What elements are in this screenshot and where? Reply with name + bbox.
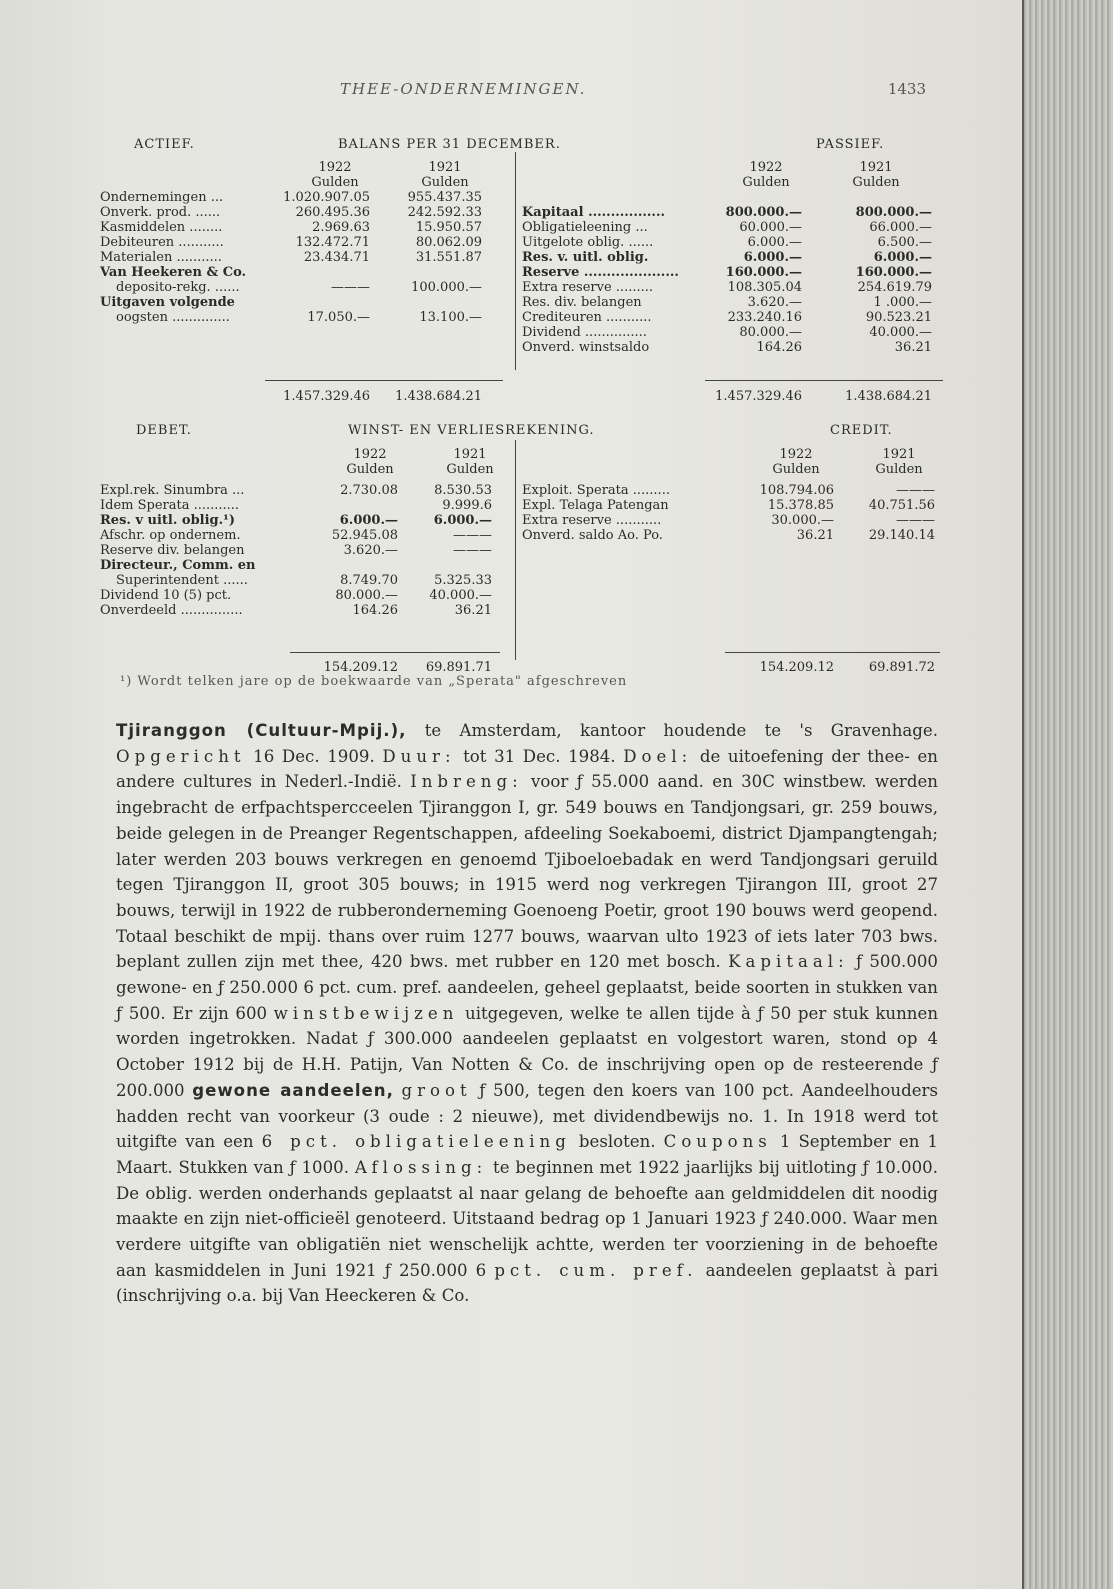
debit-label: Directeur., Comm. en <box>100 558 256 573</box>
balance-assets-1922-header: 1922 Gulden <box>311 160 359 190</box>
asset-label: Debiteuren ........... <box>100 235 224 250</box>
book-page-edges <box>1018 0 1113 1589</box>
asset-label: Onverk. prod. ...... <box>100 205 221 220</box>
liability-label: Dividend ............... <box>522 325 647 340</box>
pl-credit-1922-header: 1922 Gulden <box>772 447 820 477</box>
balance-total-right-1922: 1.457.329.46 <box>715 389 802 404</box>
liability-label: Res. div. belangen <box>522 295 642 310</box>
keyword-inbreng: Inbreng: <box>410 772 523 792</box>
balance-total-left-1922: 1.457.329.46 <box>283 389 370 404</box>
liability-label: Onverd. winstsaldo <box>522 340 650 355</box>
pl-credit-1922: 108.794.06 15.378.85 30.000.— 36.21 <box>759 483 834 543</box>
balance-total-left-1921: 1.438.684.21 <box>395 389 482 404</box>
liability-label: Crediteuren ........... <box>522 310 652 325</box>
liability-label: Uitgelote oblig. ...... <box>522 235 654 250</box>
debit-label: Reserve div. belangen <box>100 543 245 558</box>
debit-label: Idem Sperata ........... <box>100 498 240 513</box>
pl-credit-1921: ——— 40.751.56 ——— 29.140.14 <box>868 483 935 543</box>
balance-liability-1922: 800.000.— 60.000.— 6.000.— 6.000.— 160.000.— 108.305.04 3.620.— 233.240.16 80.000.— 164.26 <box>725 205 802 355</box>
balance-total-right-1921: 1.438.684.21 <box>845 389 932 404</box>
asset-label: Uitgaven volgende <box>100 295 235 310</box>
balance-assets-1921-header: 1921 Gulden <box>421 160 469 190</box>
asset-label: Kasmiddelen ........ <box>100 220 223 235</box>
balance-title: BALANS PER 31 DECEMBER. <box>338 137 561 152</box>
pl-debit-1922-header: 1922 Gulden <box>346 447 394 477</box>
pl-total-right-1921: 69.891.72 <box>868 660 935 675</box>
debet-label: DEBET. <box>136 423 192 438</box>
liability-label: Extra reserve ......... <box>522 280 653 295</box>
credit-label: Exploit. Sperata ......... <box>522 483 670 498</box>
passief-label: PASSIEF. <box>816 137 885 152</box>
credit-label: Expl. Telaga Patengan <box>522 498 669 513</box>
balance-liab-1922-header: 1922 Gulden <box>742 160 790 190</box>
debit-label: Superintendent ...... <box>116 573 248 588</box>
balance-liability-labels <box>522 205 722 355</box>
liability-label: Obligatieleening ... <box>522 220 648 235</box>
footnote: ¹) Wordt telken jare op de boekwaarde van „Sperata" afgeschreven <box>120 674 628 689</box>
balance-asset-labels <box>100 190 290 325</box>
pl-debit-1922: 2.730.08 6.000.— 52.945.08 3.620.— 8.749.70 80.000.— 164.26 <box>331 483 398 618</box>
company-name: Tjiranggon (Cultuur-Mpij.), <box>116 721 407 740</box>
keyword-doel: Doel: <box>623 746 693 766</box>
pl-total-rule-right <box>725 652 940 653</box>
balance-liability-1921: 800.000.— 66.000.— 6.500.— 6.000.— 160.000.— 254.619.79 1 .000.— 90.523.21 40.000.— 36.21 <box>855 205 932 355</box>
balance-divider <box>515 152 516 370</box>
balance-liab-1921-header: 1921 Gulden <box>852 160 900 190</box>
pl-divider <box>515 440 516 660</box>
pl-title: WINST- EN VERLIESREKENING. <box>348 423 595 438</box>
actief-label: ACTIEF. <box>134 137 195 152</box>
asset-label: oogsten .............. <box>116 310 230 325</box>
balance-total-rule-left <box>265 380 503 381</box>
debit-label: Afschr. op ondernem. <box>100 528 241 543</box>
article-body: Tjiranggon (Cultuur-Mpij.), te Amsterdam, kantoor houdende te 's Gravenhage. Opgericht 16 Dec. 1909. Duur: tot 31 Dec. 1984. Doel: de uitoefening der thee- en andere cultures in Nederl.-Indië. Inbreng: voor ƒ 55.000 aand. en 30C winstbew. werden ingebracht de erfpachtspercceelen Tjiranggon I, gr. 549 bouws en Tandjongsari, gr. 259 bouws, beide gelegen in de Preanger Regentschappen, afdeeling Soekaboemi, district Djampangtengah; later werden 203 bouws verkregen en genoemd Tjiboeloebadak en werd Tandjongsari geruild tegen Tjiranggon II, groot 305 bouws; in 1915 werd nog verkregen Tjirangon III, groot 27 bouws, terwijl in 1922 de rubberonderneming Goenoeng Poetir, groot 190 bouws werd geopend. Totaal beschikt de mpij. thans over ruim 1277 bouws, waarvan ulto 1923 of iets later 703 bws. beplant zullen zijn met thee, 420 bws. met rubber en 120 met bosch. Kapitaal: ƒ 500.000 gewone- en ƒ 250.000 6 pct. cum. pref. aandeelen, geheel geplaatst, beide soorten in stukken van ƒ 500. Er zijn 600 winstbewijzen uitgegeven, welke te allen tijde à ƒ 50 per stuk kunnen worden ingetrokken. Nadat ƒ 300.000 aandeelen geplaatst en volgestort waren, stond op 4 October 1912 bij de H.H. Patijn, Van Notten & Co. de inschrijving open op de resteerende ƒ 200.000 gewone aandeelen, groot ƒ 500, tegen den koers van 100 pct. Aandeelhouders hadden recht van voorkeur (3 oude : 2 nieuwe), met dividendbewijs no. 1. In 1918 werd tot uitgifte van een 6 pct. obligatieleening besloten. Coupons 1 September en 1 Maart. Stukken van ƒ 1000. Aflossing: te beginnen met 1922 jaarlijks bij uitloting ƒ 10.000. De oblig. werden onderhands geplaatst al naar gelang de behoefte aan geldmiddelen dit noodig maakte en zijn niet-officieël genoteerd. Uitstaand bedrag op 1 Januari 1923 ƒ 240.000. Waar men verdere uitgifte van obligatiën niet wenschelijk achtte, werden ter voorziening in de behoefte aan kasmiddelen in Juni 1921 ƒ 250.000 6 pct. cum. pref. aandeelen geplaatst à pari (inschrijving o.a. bij Van Heeckeren & Co. <box>116 721 939 1306</box>
keyword-pct-cum-pref: pct. cum. pref. <box>494 1260 698 1280</box>
asset-label: Van Heekeren & Co. <box>100 265 247 280</box>
balance-asset-1922: 1.020.907.05 260.495.36 2.969.63 132.472.71 23.434.71 ——— 17.050.— <box>283 190 370 325</box>
keyword-opgericht: Opgericht <box>116 746 246 766</box>
balance-total-rule-right <box>705 380 943 381</box>
running-title: THEE-ONDERNEMINGEN. <box>340 80 587 98</box>
keyword-winstbewijzen: winstbewijzen <box>273 1003 459 1023</box>
keyword-kapitaal: Kapitaal: <box>728 952 849 972</box>
balance-asset-1921: 955.437.35 242.592.33 15.950.57 80.062.09 31.551.87 100.000.— 13.100.— <box>407 190 482 325</box>
asset-label: Materialen ........... <box>100 250 222 265</box>
asset-label: Ondernemingen ... <box>100 190 224 205</box>
pl-total-rule-left <box>290 652 500 653</box>
liability-label: Res. v. uitl. oblig. <box>522 250 649 265</box>
pl-total-left-1921: 69.891.71 <box>425 660 492 675</box>
pl-total-left-1922: 154.209.12 <box>323 660 398 675</box>
credit-label: Extra reserve ........... <box>522 513 662 528</box>
running-header <box>0 80 1022 106</box>
pl-credit-labels <box>522 483 742 543</box>
credit-label: Onverd. saldo Ao. Po. <box>522 528 663 543</box>
pl-credit-1921-header: 1921 Gulden <box>875 447 923 477</box>
keyword-duur: Duur: <box>382 746 456 766</box>
keyword-groot: groot <box>401 1080 472 1100</box>
page-number: 1433 <box>887 80 926 98</box>
pl-total-right-1922: 154.209.12 <box>759 660 834 675</box>
pl-debit-1921: 8.530.53 9.999.6 6.000.— ——— ——— 5.325.33 40.000.— 36.21 <box>429 483 492 618</box>
debit-label: Dividend 10 (5) pct. <box>100 588 232 603</box>
pl-debit-labels <box>100 483 320 618</box>
liability-label: Reserve ..................... <box>522 265 679 280</box>
debit-label: Expl.rek. Sinumbra ... <box>100 483 245 498</box>
liability-label: Kapitaal ................. <box>522 205 666 220</box>
pl-debit-1921-header: 1921 Gulden <box>446 447 494 477</box>
keyword-gewone-aandeelen: gewone aandeelen, <box>192 1080 394 1100</box>
keyword-coupons: Coupons <box>663 1132 772 1152</box>
credit-label: CREDIT. <box>830 423 893 438</box>
asset-label: deposito-rekg. ...... <box>116 280 240 295</box>
keyword-aflossing: Aflossing: <box>354 1157 488 1177</box>
debit-label: Res. v uitl. oblig.¹) <box>100 513 236 528</box>
debit-label: Onverdeeld ............... <box>100 603 243 618</box>
keyword-obligatieleening: 6 pct. obligatieleening <box>261 1132 571 1152</box>
